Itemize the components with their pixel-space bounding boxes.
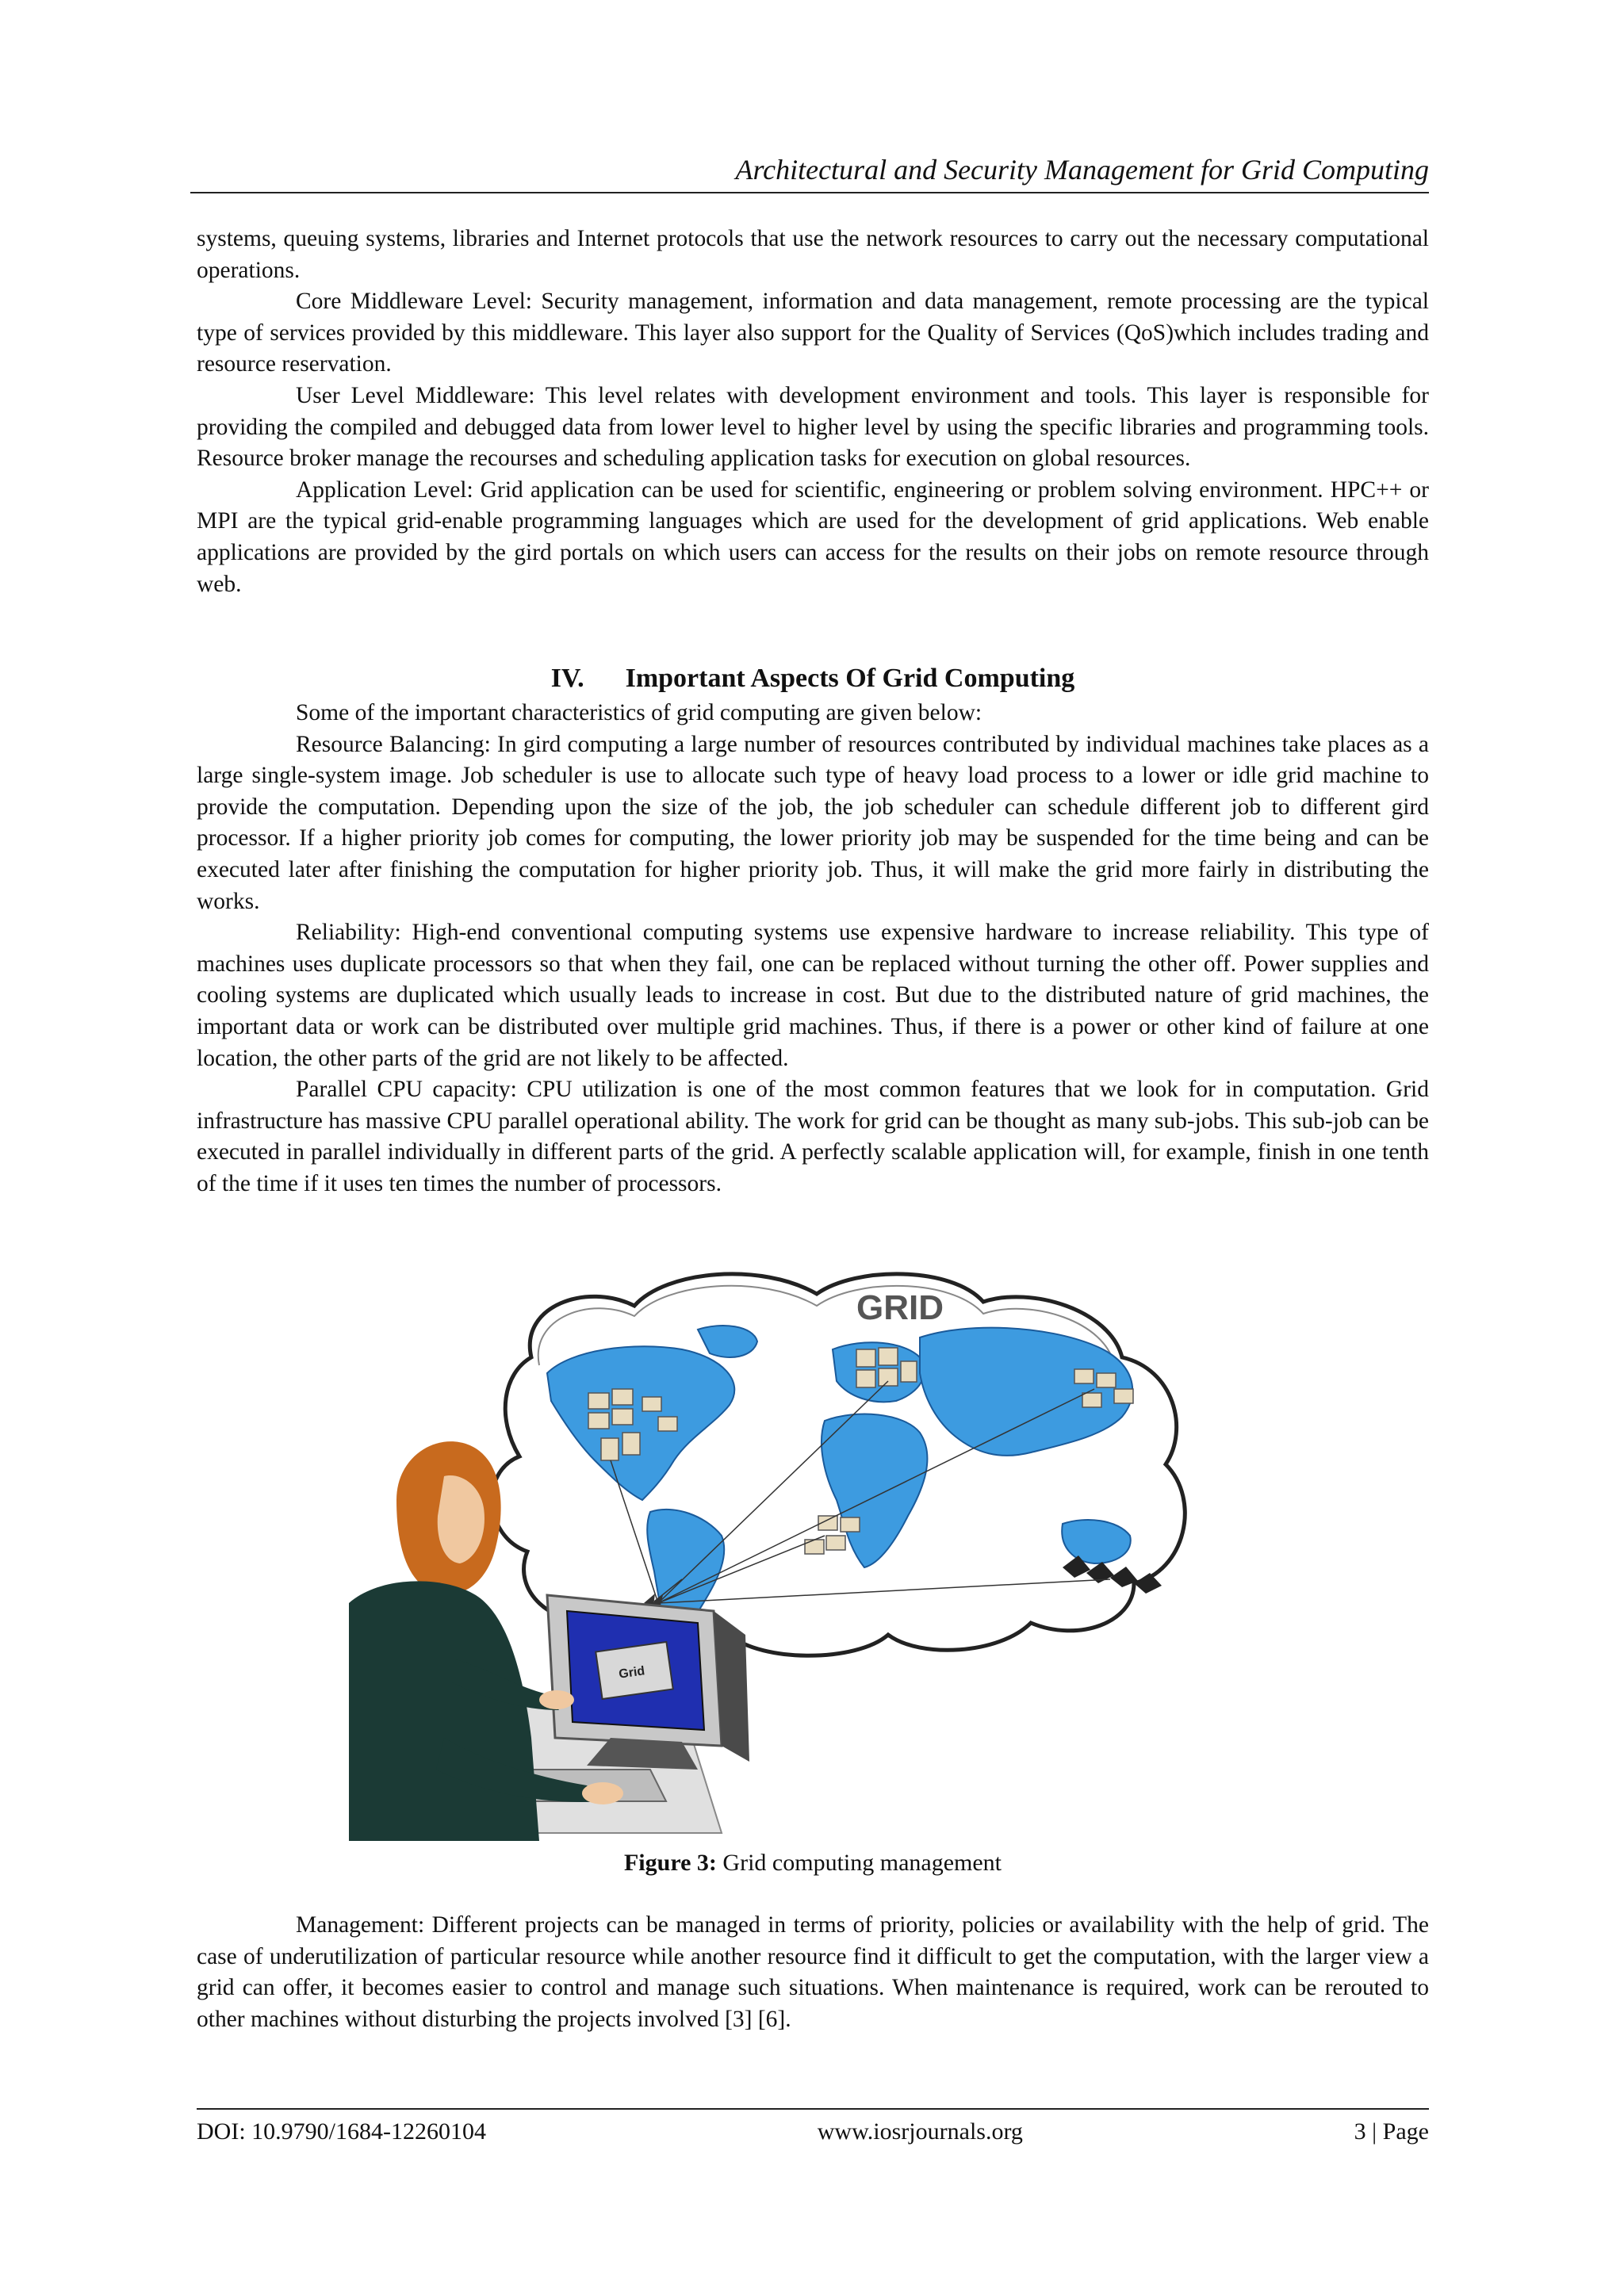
- caption-text: Grid computing management: [716, 1850, 1002, 1876]
- paragraph: Reliability: High-end conventional computing systems use expensive hardware to increase reliability. This type of machines uses duplicate processors so that when they fail, one can be replaced without turning the other off. Power supplies and cooling systems are duplicated which usually leads to increase in cost. But due to the distributed nature of grid machines, the important data or work can be distributed over multiple grid machines. Thus, if there is a power or other kind of failure at one location, the other parts of the grid are not likely to be affected.: [197, 920, 1429, 1071]
- section-number: IV.: [550, 664, 584, 693]
- footer-page-number: 3 | Page: [1354, 2118, 1429, 2145]
- grid-figure: [349, 1262, 1277, 1841]
- section-title: Important Aspects Of Grid Computing: [625, 664, 1075, 693]
- screen-label: Grid: [618, 1664, 646, 1682]
- footer-doi: DOI: 10.9790/1684-12260104: [197, 2118, 486, 2145]
- paragraph: Resource Balancing: In gird computing a large number of resources contributed by individual machines take places as a large single-system image. Job scheduler is use to allocate such type of heavy load process to a lower or idle grid machine to provide the computation. Depending upon the size of the job, the job scheduler can schedule different job to different gird processor. If a higher priority job comes for computing, the lower priority job may be suspended for the time being and can be executed later after finishing the computation for higher priority job. Thus, it will make the grid more fairly in distributing the works.: [197, 731, 1429, 914]
- figure-caption: [197, 1847, 1429, 1879]
- hand: [539, 1690, 574, 1709]
- hand-lower: [582, 1782, 623, 1804]
- paragraph: User Level Middleware: This level relates with development environment and tools. This layer is responsible for providing the compiled and debugged data from lower level to higher level by using the specific libraries and programming tools. Resource broker manage the recourses and scheduling application tasks for execution on global resources.: [197, 382, 1429, 472]
- running-header: [190, 152, 1429, 193]
- body: [349, 1581, 539, 1841]
- grid-illustration: [349, 1262, 1277, 1841]
- page-footer: [197, 2108, 1429, 2148]
- running-title: Architectural and Security Management for Grid Computing: [735, 154, 1429, 186]
- cloud-label: GRID: [856, 1288, 944, 1327]
- section-text-block: [197, 698, 1429, 1200]
- footer-website: www.iosrjournals.org: [817, 2118, 1023, 2145]
- caption-label: Figure 3:: [623, 1850, 717, 1876]
- top-text-block: [197, 224, 1429, 600]
- bottom-text-block: [197, 1910, 1429, 2035]
- paragraph: Application Level: Grid application can be used for scientific, engineering or problem solving environment. HPC++ or MPI are the typical grid-enable programming languages which are used for the development of grid applications. Web enable applications are provided by the gird portals on which users can access for the results on their jobs on remote resource through web.: [197, 476, 1429, 597]
- paragraph: Core Middleware Level: Security management, information and data management, remote processing are the typical type of services provided by this middleware. This layer also support for the Quality of Services (QoS)which includes trading and resource reservation.: [197, 289, 1429, 377]
- paragraph: Parallel CPU capacity: CPU utilization is one of the most common features that we look for in computation. Grid infrastructure has massive CPU parallel operational ability. The work for grid can be thought as many sub-jobs. This sub-job can be executed in parallel individually in different parts of the grid. A perfectly scalable application will, for example, finish in one tenth of the time if it uses ten times the number of processors.: [197, 1077, 1429, 1196]
- paragraph: Some of the important characteristics of grid computing are given below:: [296, 700, 982, 725]
- paragraph: systems, queuing systems, libraries and Internet protocols that use the network resources to carry out the necessary computational operations.: [197, 226, 1429, 283]
- paragraph: Management: Different projects can be managed in terms of priority, policies or availability with the help of grid. The case of underutilization of particular resource while another resource find it difficult to get the computation, with the larger view a grid can offer, it becomes easier to control and manage such situations. When maintenance is required, work can be rerouted to other machines without disturbing the projects involved [3] [6].: [197, 1912, 1429, 2032]
- section-heading: [197, 663, 1429, 695]
